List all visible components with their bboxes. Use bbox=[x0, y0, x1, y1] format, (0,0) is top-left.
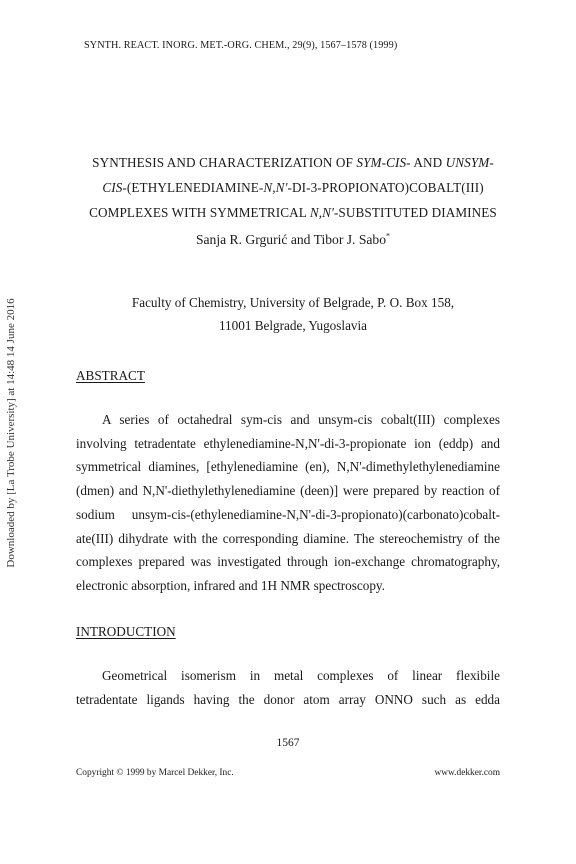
abstract-line: A series of octahedral sym-cis and unsym-cis cobalt(III) complexes bbox=[102, 412, 500, 427]
page-number: 1567 bbox=[276, 737, 300, 749]
abstract-line: electronic absorption, infrared and 1H NMR spectroscopy. bbox=[76, 577, 385, 593]
publisher-url: www.dekker.com bbox=[434, 768, 500, 778]
introduction-line: Geometrical isomerism in metal complexes of linear flexibile bbox=[102, 668, 500, 683]
title-line-3: COMPLEXES WITH SYMMETRICAL N,N'-SUBSTITUTED DIAMINES bbox=[89, 205, 497, 220]
abstract-line: symmetrical diamines, [ethylenediamine (en), N,N'-dimethylethylenediamine bbox=[76, 459, 500, 475]
journal-header: SYNTH. REACT. INORG. MET.-ORG. CHEM., 29(9), 1567–1578 (1999) bbox=[84, 40, 398, 51]
corresponding-author-mark: * bbox=[386, 231, 391, 241]
affiliation-line-2: 11001 Belgrade, Yugoslavia bbox=[218, 318, 368, 333]
authors bbox=[60, 232, 526, 248]
title-line-2: CIS-(ETHYLENEDIAMINE-N,N'-DI-3-PROPIONATO)COBALT(III) bbox=[102, 180, 484, 195]
abstract-line: involving tetradentate ethylenediamine-N,N'-di-3-propionate ion (eddp) and bbox=[76, 435, 500, 451]
title-line-1: SYNTHESIS AND CHARACTERIZATION OF SYM-CIS- AND UNSYM- bbox=[92, 155, 494, 170]
download-watermark bbox=[1, 248, 21, 618]
abstract-body bbox=[76, 408, 500, 598]
introduction-heading: INTRODUCTION bbox=[76, 624, 176, 639]
abstract-line: ate(III) dihydrate with the corresponding diamine. The stereochemistry of the bbox=[76, 530, 500, 546]
introduction-body bbox=[76, 664, 500, 711]
affiliation bbox=[60, 291, 526, 337]
abstract-line: sodium unsym-cis-(ethylenediamine-N,N'-di-3-propionato)(carbonato)cobalt- bbox=[76, 506, 500, 522]
copyright-notice: Copyright © 1999 by Marcel Dekker, Inc. bbox=[76, 768, 234, 778]
abstract-heading: ABSTRACT bbox=[76, 368, 145, 383]
author-names: Sanja R. Grgurić and Tibor J. Sabo bbox=[195, 232, 387, 247]
paper-title bbox=[60, 150, 526, 225]
abstract-line: (dmen) and N,N'-diethylethylenediamine (deen)] were prepared by reaction of bbox=[76, 483, 500, 499]
abstract-line: complexes prepared was investigated through ion-exchange chromatography, bbox=[76, 554, 500, 570]
introduction-line: tetradentate ligands having the donor atom array ONNO such as edda bbox=[76, 691, 500, 707]
download-note: Downloaded by [La Trobe University] at 14:48 14 June 2016 bbox=[5, 298, 17, 568]
affiliation-line-1: Faculty of Chemistry, University of Belgrade, P. O. Box 158, bbox=[131, 295, 455, 310]
